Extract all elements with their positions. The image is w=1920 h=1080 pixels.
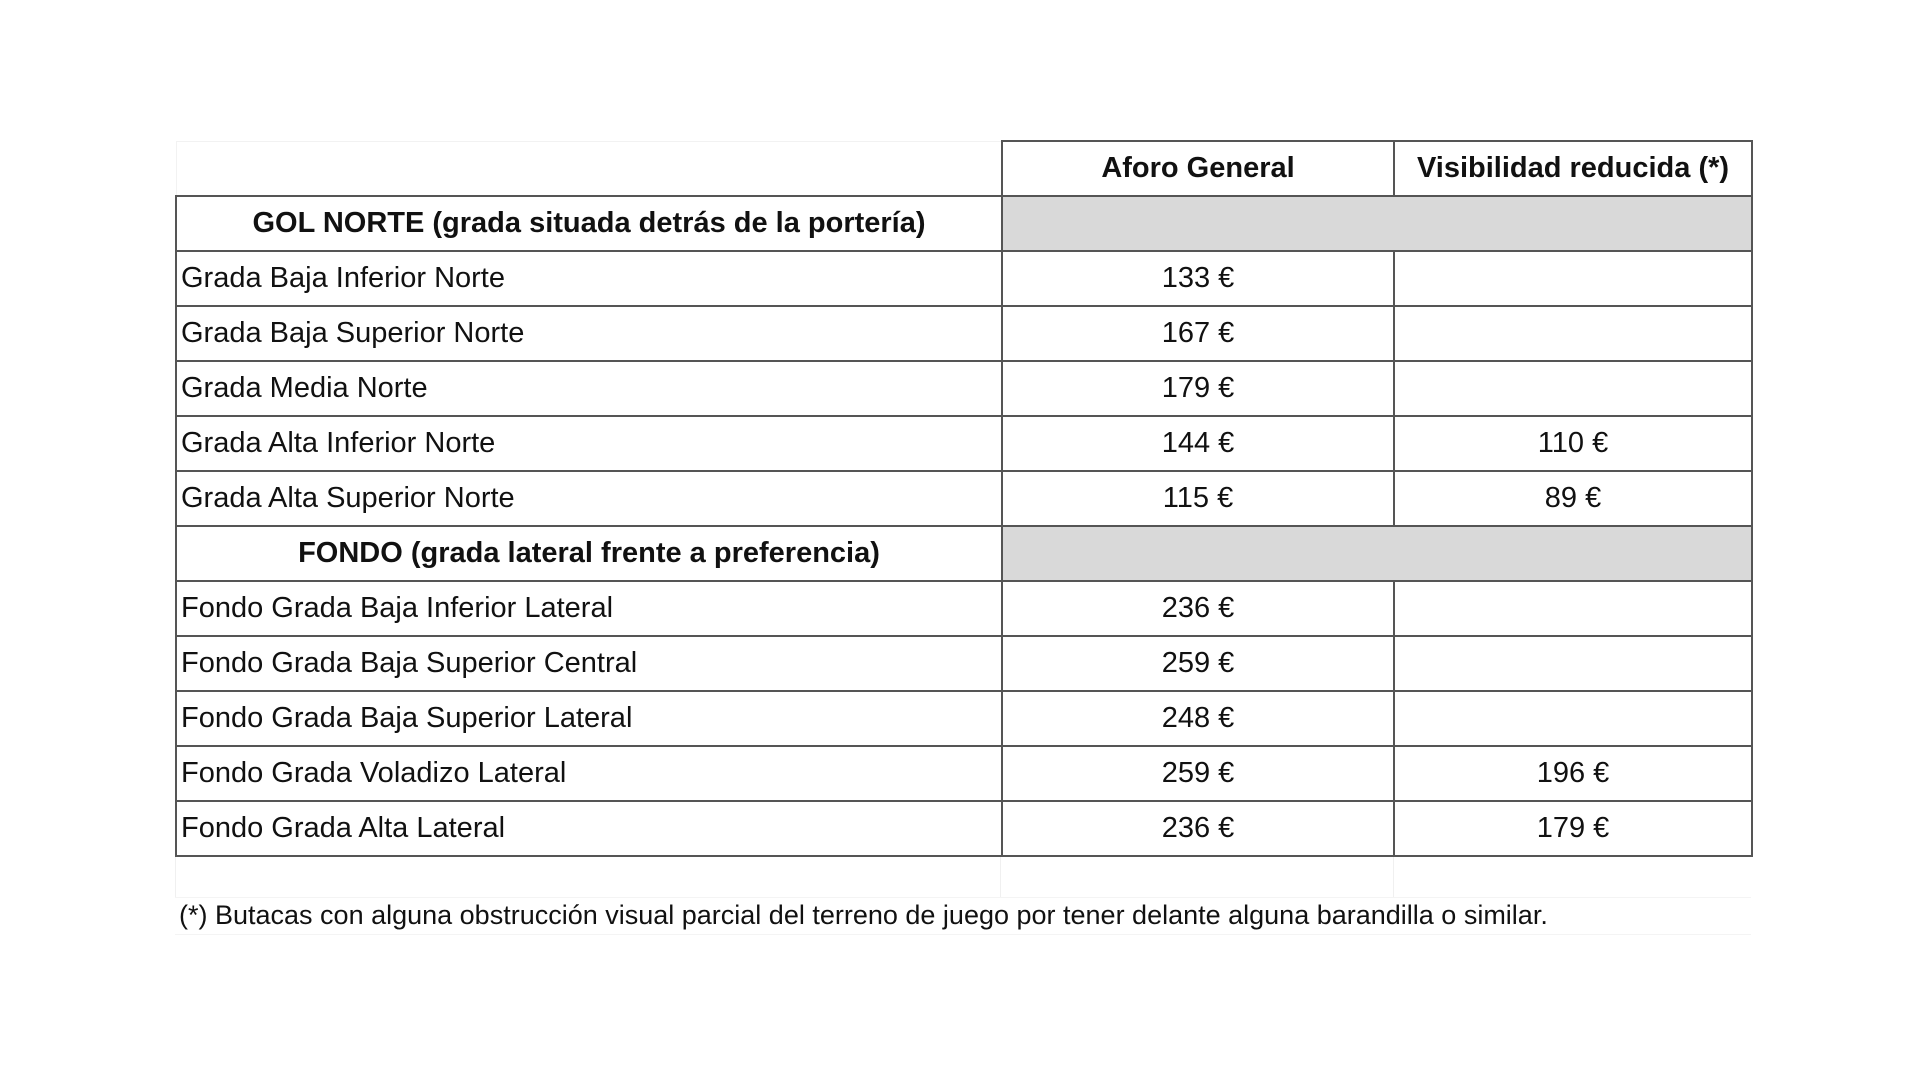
row-label: Fondo Grada Alta Lateral (176, 801, 1002, 856)
row-label: Grada Baja Superior Norte (176, 306, 1002, 361)
column-header-visibilidad-reducida: Visibilidad reducida (*) (1394, 141, 1752, 196)
price-general: 259 € (1002, 636, 1394, 691)
row-label: Grada Media Norte (176, 361, 1002, 416)
section-shaded-cell (1002, 196, 1752, 251)
section-header-row (176, 526, 1752, 581)
price-reduced (1394, 361, 1752, 416)
table-row (176, 471, 1752, 526)
header-row (176, 141, 1752, 196)
section-shaded-cell (1002, 526, 1752, 581)
price-general: 144 € (1002, 416, 1394, 471)
row-label: Fondo Grada Baja Superior Central (176, 636, 1002, 691)
price-reduced (1394, 636, 1752, 691)
section-header-row (176, 196, 1752, 251)
spacer-cell (1000, 857, 1392, 897)
price-general: 167 € (1002, 306, 1394, 361)
row-label: Fondo Grada Baja Superior Lateral (176, 691, 1002, 746)
table-row (176, 636, 1752, 691)
footer-spacer (175, 857, 1751, 897)
price-reduced: 89 € (1394, 471, 1752, 526)
header-corner-cell (176, 141, 1002, 196)
column-header-aforo-general: Aforo General (1002, 141, 1394, 196)
price-reduced: 110 € (1394, 416, 1752, 471)
section-title-fondo: FONDO (grada lateral frente a preferencia) (176, 526, 1002, 581)
row-label: Grada Alta Inferior Norte (176, 416, 1002, 471)
price-general: 115 € (1002, 471, 1394, 526)
price-sheet (175, 140, 1751, 935)
row-label: Grada Alta Superior Norte (176, 471, 1002, 526)
row-label: Fondo Grada Voladizo Lateral (176, 746, 1002, 801)
table-row (176, 581, 1752, 636)
price-table (175, 140, 1753, 857)
price-general: 236 € (1002, 581, 1394, 636)
price-general: 133 € (1002, 251, 1394, 306)
price-reduced (1394, 251, 1752, 306)
price-general: 179 € (1002, 361, 1394, 416)
table-row (176, 251, 1752, 306)
table-row (176, 306, 1752, 361)
price-general: 248 € (1002, 691, 1394, 746)
price-general: 236 € (1002, 801, 1394, 856)
price-reduced (1394, 691, 1752, 746)
price-reduced (1394, 306, 1752, 361)
spacer-cell (1393, 857, 1751, 897)
section-title-gol-norte: GOL NORTE (grada situada detrás de la portería) (176, 196, 1002, 251)
spacer-cell (175, 857, 1000, 897)
price-general: 259 € (1002, 746, 1394, 801)
table-row (176, 746, 1752, 801)
table-row (176, 416, 1752, 471)
price-reduced (1394, 581, 1752, 636)
price-reduced: 196 € (1394, 746, 1752, 801)
table-row (176, 801, 1752, 856)
row-label: Grada Baja Inferior Norte (176, 251, 1002, 306)
table-row (176, 691, 1752, 746)
price-reduced: 179 € (1394, 801, 1752, 856)
table-row (176, 361, 1752, 416)
row-label: Fondo Grada Baja Inferior Lateral (176, 581, 1002, 636)
footnote: (*) Butacas con alguna obstrucción visual parcial del terreno de juego por tener delante alguna barandilla o similar. (175, 897, 1751, 935)
